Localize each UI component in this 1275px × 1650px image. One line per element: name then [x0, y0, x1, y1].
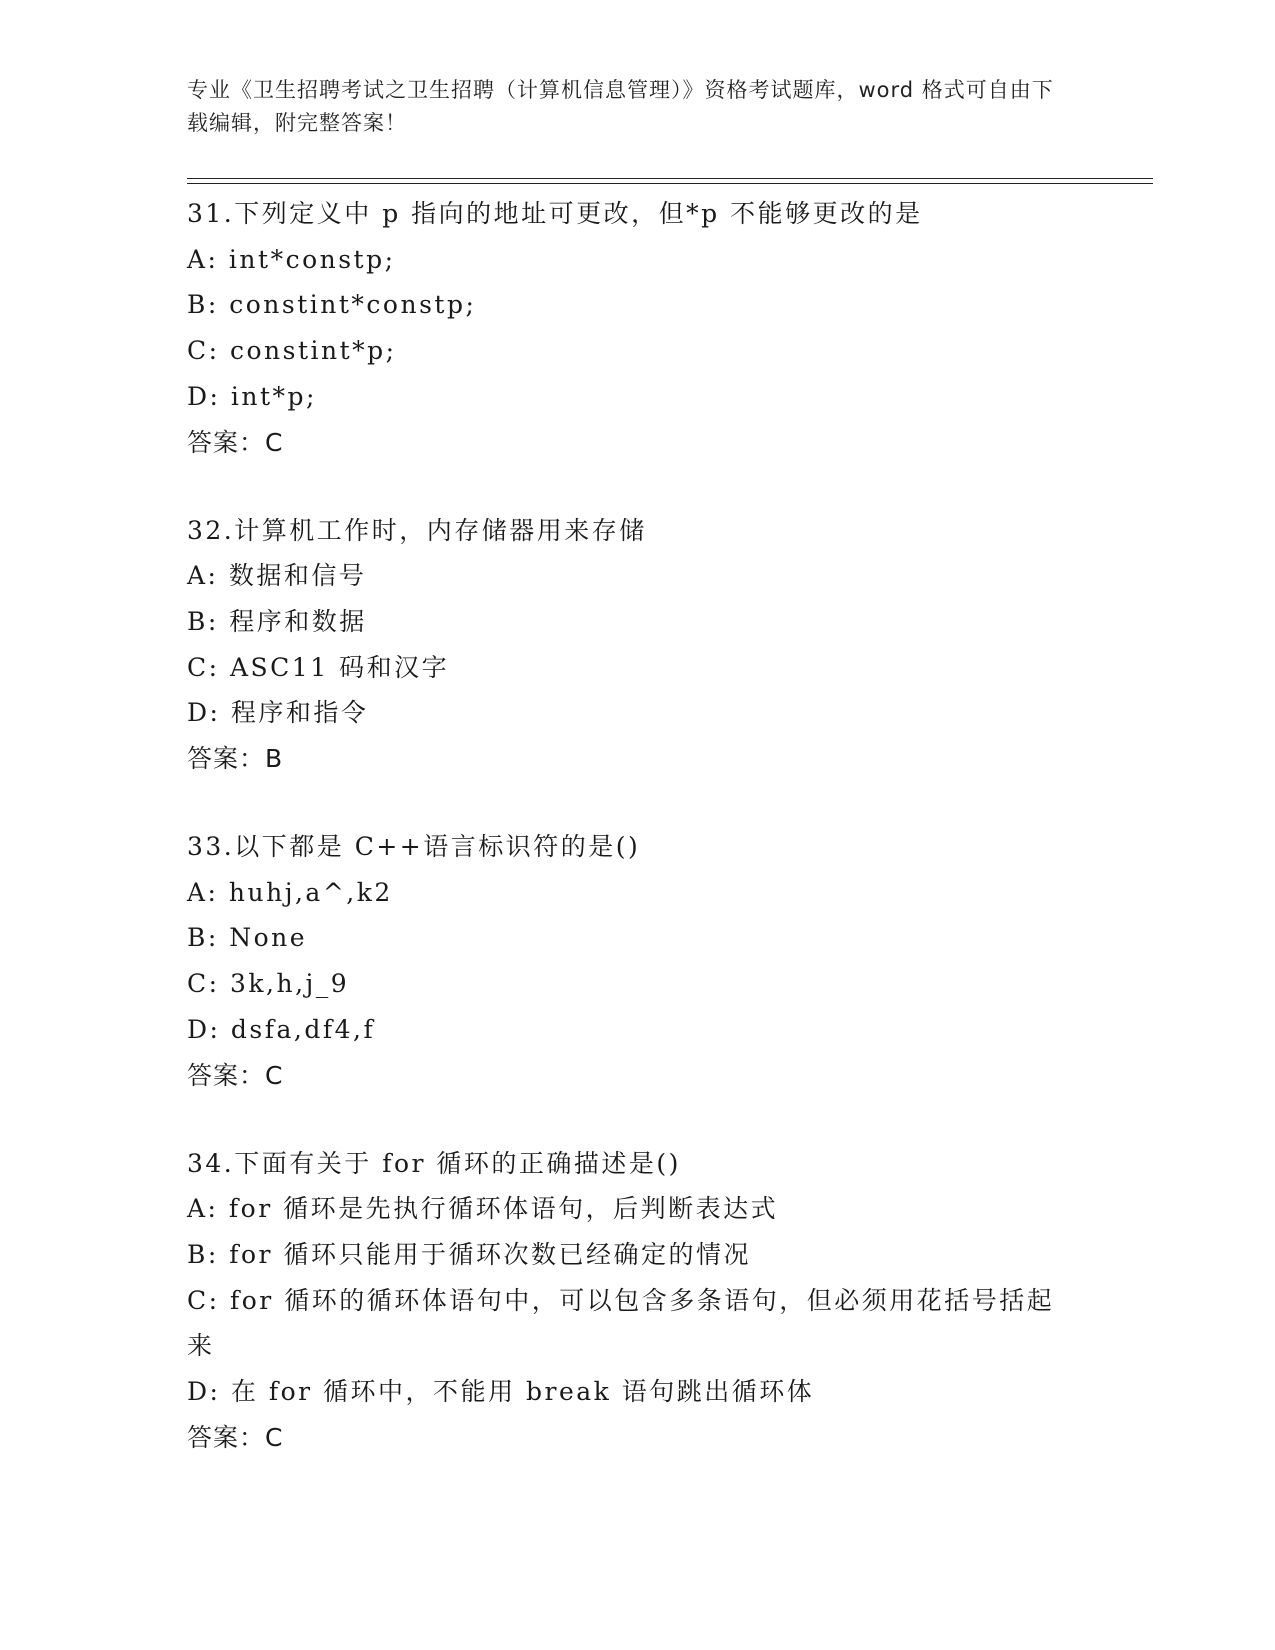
option-c: C: constint*p; — [187, 336, 397, 366]
question-31 — [187, 191, 1087, 465]
question-stem: 34.下面有关于 for 循环的正确描述是() — [187, 1148, 681, 1178]
option-b: B: for 循环只能用于循环次数已经确定的情况 — [187, 1239, 751, 1269]
answer: 答案：C — [187, 427, 284, 457]
question-list — [187, 191, 1087, 1503]
answer: 答案：B — [187, 744, 284, 774]
option-b: B: 程序和数据 — [187, 606, 367, 636]
option-d: D: 程序和指令 — [187, 698, 369, 728]
question-stem: 32.计算机工作时，内存储器用来存储 — [187, 515, 647, 545]
option-a: A: 数据和信号 — [187, 561, 367, 591]
option-c: C: 3k,h,j_9 — [187, 969, 350, 999]
option-c: C: for 循环的循环体语句中，可以包含多条语句，但必须用花括号括起来 — [187, 1285, 1055, 1361]
header-divider-top — [187, 178, 1153, 179]
question-34 — [187, 1141, 1087, 1460]
question-32 — [187, 508, 1087, 782]
option-a: A: for 循环是先执行循环体语句，后判断表达式 — [187, 1194, 779, 1224]
option-d: D: int*p; — [187, 381, 317, 411]
option-c: C: ASC11 码和汉字 — [187, 652, 450, 682]
option-d: D: dsfa,df4,f — [187, 1014, 376, 1044]
question-33 — [187, 824, 1087, 1098]
option-a: A: huhj,a^,k2 — [187, 877, 393, 907]
question-stem: 31.下列定义中 p 指向的地址可更改，但*p 不能够更改的是 — [187, 199, 923, 228]
option-b: B: None — [187, 923, 308, 953]
option-d: D: 在 for 循环中，不能用 break 语句跳出循环体 — [187, 1377, 815, 1407]
option-b: B: constint*constp; — [187, 290, 477, 320]
header-divider-bottom — [187, 183, 1153, 184]
question-stem: 33.以下都是 C++语言标识符的是() — [187, 832, 641, 862]
document-header: 专业《卫生招聘考试之卫生招聘（计算机信息管理）》资格考试题库，word 格式可自由下载编辑，附完整答案！ — [187, 78, 1054, 135]
option-a: A: int*constp; — [187, 244, 396, 274]
answer: 答案：C — [187, 1060, 284, 1090]
answer: 答案：C — [187, 1422, 284, 1452]
